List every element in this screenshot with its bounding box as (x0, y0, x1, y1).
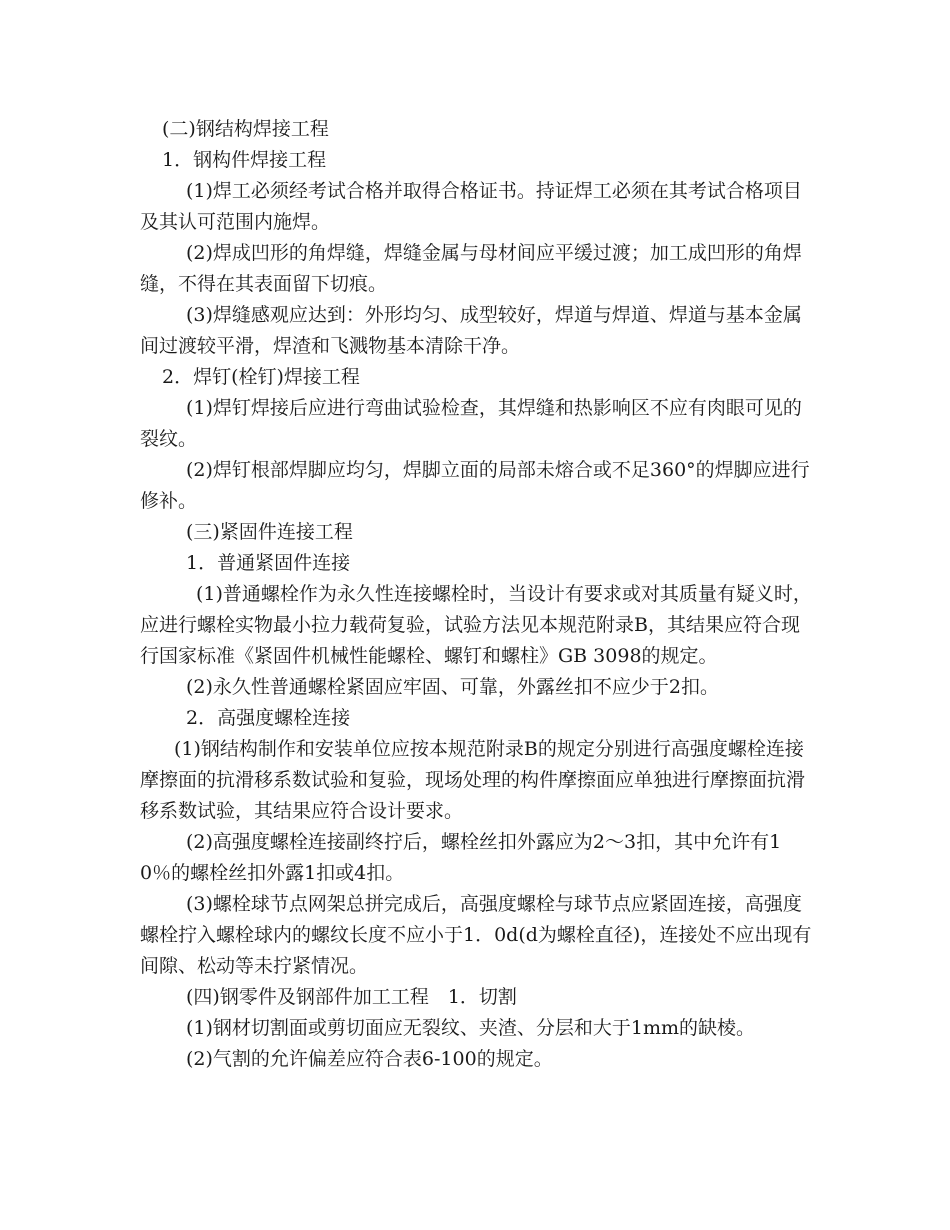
paragraph-concave-fillet-weld: (2)焊成凹形的角焊缝，焊缝金属与母材间应平缓过渡；加工成凹形的角焊缝，不得在其表面留下切痕。 (140, 242, 802, 295)
paragraph-stud-bend-test: (1)焊钉焊接后应进行弯曲试验检查，其焊缝和热影响区不应有肉眼可见的裂纹。 (140, 397, 802, 450)
paragraph-weld-appearance: (3)焊缝感观应达到：外形均匀、成型较好，焊道与焊道、焊道与基本金属间过渡较平滑，焊渣和飞溅物基本清除干净。 (140, 304, 802, 357)
section-heading-steel-parts: (四)钢零件及钢部件加工工程 1．切割 (186, 986, 517, 1008)
paragraph-bolt-ball-joint: (3)螺栓球节点网架总拼完成后，高强度螺栓与球节点应紧固连接，高强度螺栓拧入螺栓球内的螺纹长度不应小于1．0d(d为螺栓直径)，连接处不应出现有间隙、松动等未拧紧情况。 (140, 893, 812, 977)
paragraph-bolt-retest: (1)普通螺栓作为永久性连接螺栓时，当设计有要求或对其质量有疑义时，应进行螺栓实物最小拉力载荷复验，试验方法见本规范附录B，其结果应符合现行国家标准《紧固件机械性能螺栓、螺钉和螺柱》GB 3098的规定。 (140, 583, 812, 667)
paragraph-permanent-bolt: (2)永久性普通螺栓紧固应牢固、可靠，外露丝扣不应少于2扣。 (186, 676, 720, 698)
paragraph-cut-surface: (1)钢材切割面或剪切面应无裂纹、夹渣、分层和大于1mm的缺棱。 (186, 1017, 756, 1039)
subsection-heading-stud-welding: 2．焊钉(栓钉)焊接工程 (162, 366, 360, 388)
paragraph-welder-qualification: (1)焊工必须经考试合格并取得合格证书。持证焊工必须在其考试合格项目及其认可范围内施焊。 (140, 180, 802, 233)
paragraph-bolt-thread-exposure: (2)高强度螺栓连接副终拧后，螺栓丝扣外露应为2～3扣，其中允许有10％的螺栓丝扣外露1扣或4扣。 (140, 831, 782, 884)
paragraph-stud-weld-repair: (2)焊钉根部焊脚应均匀，焊脚立面的局部未熔合或不足360°的焊脚应进行修补。 (140, 459, 810, 512)
paragraph-slip-coefficient: (1)钢结构制作和安装单位应按本规范附录B的规定分别进行高强度螺栓连接摩擦面的抗滑移系数试验和复验，现场处理的构件摩擦面应单独进行摩擦面抗滑移系数试验，其结果应符合设计要求。 (140, 738, 806, 822)
subsection-heading-high-strength-bolts: 2．高强度螺栓连接 (186, 707, 351, 729)
subsection-heading-ordinary-fasteners: 1．普通紧固件连接 (186, 552, 351, 574)
section-heading-welding: (二)钢结构焊接工程 (162, 118, 329, 140)
paragraph-gas-cutting-tolerance: (2)气割的允许偏差应符合表6-100的规定。 (186, 1048, 553, 1070)
document-body (140, 114, 812, 1075)
subsection-heading-member-welding: 1．钢构件焊接工程 (162, 149, 327, 171)
section-heading-fasteners: (三)紧固件连接工程 (186, 521, 353, 543)
